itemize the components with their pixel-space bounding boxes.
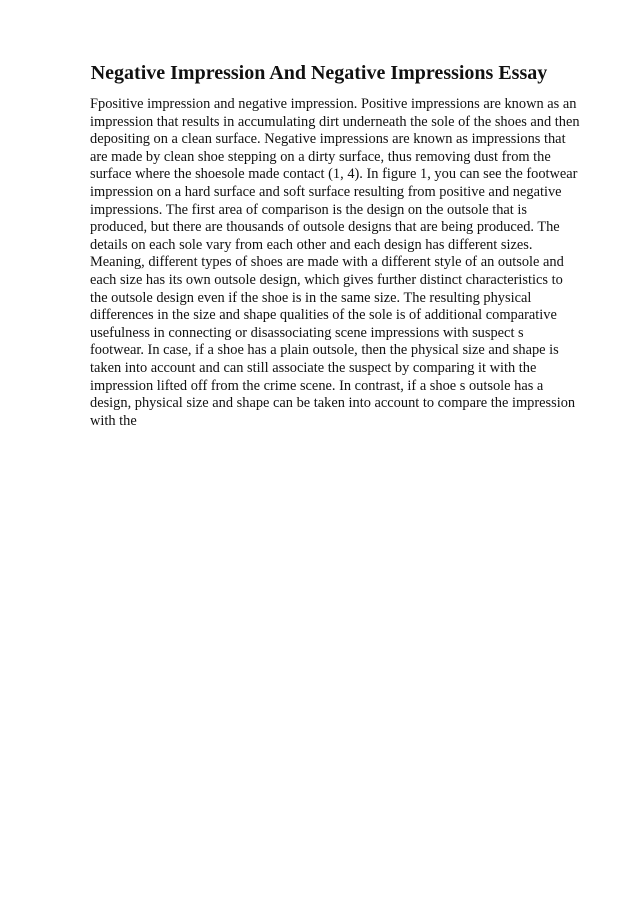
body-line: Meaning, different types of shoes are made with a different style of an outsole and (90, 254, 564, 271)
body-line: with the (90, 412, 137, 429)
body-line: details on each sole vary from each other and each design has different sizes. (90, 236, 533, 253)
body-line: design, physical size and shape can be taken into account to compare the impression (90, 395, 576, 412)
body-line: usefulness in connecting or disassociating scene impressions with suspect s (90, 324, 524, 341)
body-line: the outsole design even if the shoe is in the same size. The resulting physical (90, 289, 532, 306)
body-line: impression lifted off from the crime scene. In contrast, if a shoe s outsole has a (90, 377, 544, 394)
body-line: differences in the size and shape qualities of the sole is of additional comparative (90, 307, 557, 324)
body-line: taken into account and can still associate the suspect by comparing it with the (90, 359, 537, 376)
body-line: impressions. The first area of comparison is the design on the outsole that is (90, 201, 527, 218)
body-line: impression on a hard surface and soft surface resulting from positive and negative (90, 183, 562, 200)
body-line: are made by clean shoe stepping on a dirty surface, thus removing dust from the (90, 148, 551, 165)
body-line: produced, but there are thousands of outsole designs that are being produced. The (90, 219, 560, 236)
document-title: Negative Impression And Negative Impressions Essay (90, 62, 548, 84)
document-body (90, 96, 590, 430)
body-line: footwear. In case, if a shoe has a plain outsole, then the physical size and shape is (90, 342, 559, 359)
body-line: each size has its own outsole design, which gives further distinct characteristics to (90, 271, 563, 288)
body-line: Fpositive impression and negative impression. Positive impressions are known as an (90, 96, 577, 112)
body-line: surface where the shoesole made contact (1, 4). In figure 1, you can see the footwear (90, 166, 578, 183)
body-line: depositing on a clean surface. Negative impressions are known as impressions that (90, 131, 566, 148)
body-line: impression that results in accumulating dirt underneath the sole of the shoes and then (90, 113, 580, 130)
